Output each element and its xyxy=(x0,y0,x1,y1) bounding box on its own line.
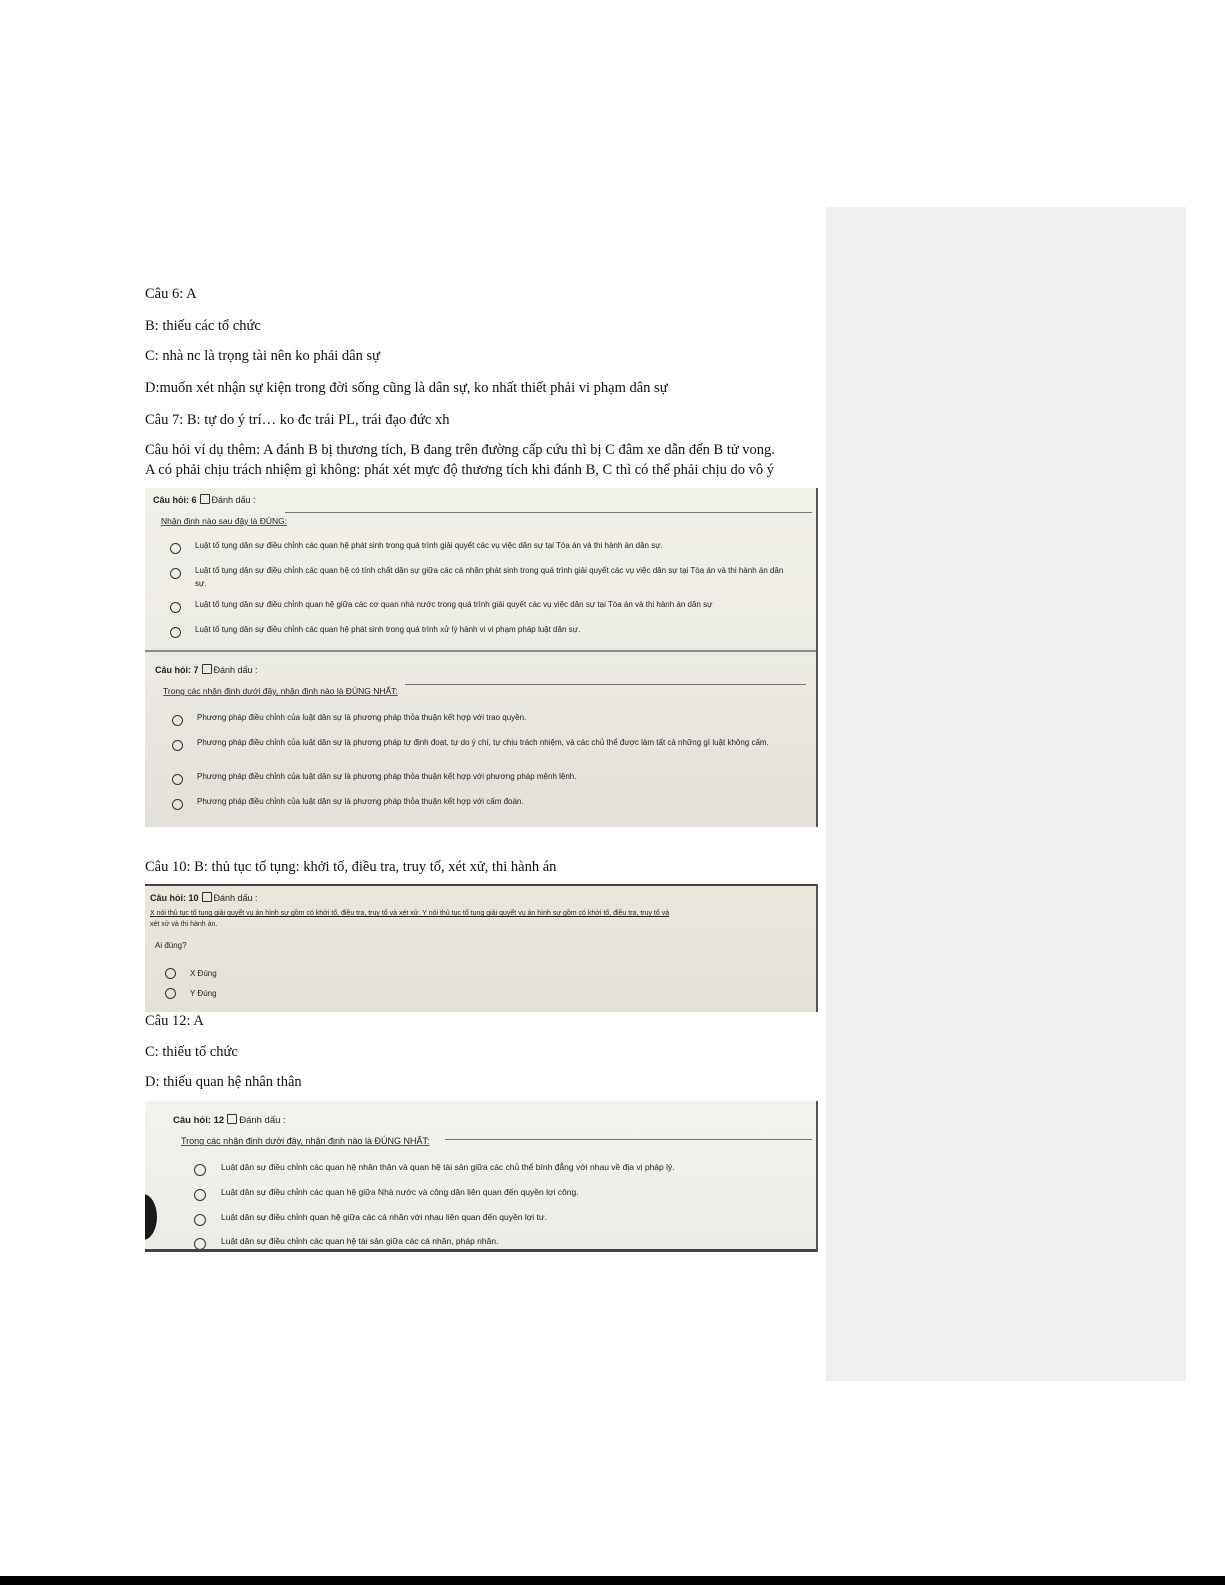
bookmark-checkbox-icon xyxy=(202,664,212,674)
question-12-option-2: Luật dân sự điều chỉnh các quan hệ giữa Nhà nước và công dân liên quan đến quyền lợi công. xyxy=(221,1187,579,1197)
bookmark-checkbox-icon xyxy=(202,892,212,902)
radio-button-icon xyxy=(170,602,181,613)
finger-shadow xyxy=(145,1194,157,1240)
q12-option-d-note: D: thiếu quan hệ nhân thân xyxy=(145,1074,302,1090)
question-6-option-2: Luật tố tụng dân sự điều chỉnh các quan hệ có tính chất dân sự giữa các cá nhân phát sinh trong quá trình giải quyết các vụ việc dân sự tại Tòa án và thi hành án dân sự. xyxy=(195,566,784,588)
question-6-option-3: Luật tố tụng dân sự điều chỉnh quan hệ giữa các cơ quan nhà nước trong quá trình giải quyết các vụ việc dân sự tại Tòa án và thi hành án dân sự xyxy=(195,600,713,609)
question-7-option-3: Phương pháp điều chỉnh của luật dân sự là phương pháp thỏa thuận kết hợp với phương pháp mệnh lệnh. xyxy=(197,772,577,781)
question-12-prompt: Trong các nhận định dưới đây, nhận định nào là ĐÚNG NHẤT: xyxy=(181,1136,430,1146)
divider xyxy=(405,684,806,685)
radio-button-icon xyxy=(172,799,183,810)
radio-button-icon xyxy=(172,715,183,726)
question-10-prompt-line-2: xét xử và thi hành án. xyxy=(150,921,218,928)
question-7-header xyxy=(155,664,258,675)
mark-label: Đánh dấu : xyxy=(213,893,258,903)
question-12-option-1: Luật dân sự điều chỉnh các quan hệ nhân thân và quan hệ tài sản giữa các chủ thể bình đẳng với nhau về địa vị pháp lý. xyxy=(221,1162,675,1172)
quiz-screenshot-q10 xyxy=(145,884,818,1012)
q10-answer-line: Câu 10: B: thủ tục tố tụng: khởi tố, điều tra, truy tố, xét xử, thi hành án xyxy=(145,859,557,875)
question-6-header xyxy=(153,494,256,505)
question-12-label: Câu hỏi: 12 xyxy=(173,1115,225,1126)
question-10-question: Ai đúng? xyxy=(155,941,187,950)
quiz-screenshot-q6-q7 xyxy=(145,488,818,827)
radio-button-icon xyxy=(170,627,181,638)
question-6-prompt: Nhận định nào sau đây là ĐÚNG: xyxy=(161,516,288,526)
mark-label: Đánh dấu : xyxy=(211,495,256,505)
question-12-option-4: Luật dân sự điều chỉnh các quan hệ tài sản giữa các cá nhân, pháp nhân. xyxy=(221,1236,499,1246)
q7-answer-line: Câu 7: B: tự do ý trí… ko đc trái PL, trái đạo đức xh xyxy=(145,412,450,428)
radio-button-icon xyxy=(172,740,183,751)
radio-button-icon xyxy=(170,543,181,554)
question-10-option-y: Y Đúng xyxy=(190,989,217,998)
question-12-header xyxy=(173,1114,286,1126)
question-7-label: Câu hỏi: 7 xyxy=(155,665,199,675)
example-question-line-1: Câu hỏi ví dụ thêm: A đánh B bị thương tích, B đang trên đường cấp cứu thì bị C đâm xe dẫn đến B tử vong. xyxy=(145,442,775,458)
question-7-prompt: Trong các nhận định dưới đây, nhận định nào là ĐÚNG NHẤT: xyxy=(163,686,398,696)
q6-option-c-note: C: nhà nc là trọng tài nên ko phải dân sự xyxy=(145,348,380,364)
bookmark-checkbox-icon xyxy=(200,494,210,504)
q6-answer-line: Câu 6: A xyxy=(145,286,197,302)
mark-label: Đánh dấu : xyxy=(239,1115,286,1126)
question-10-header xyxy=(150,892,258,903)
divider xyxy=(285,512,812,513)
comment-pane xyxy=(826,207,1186,1381)
bottom-border xyxy=(0,1576,1225,1585)
radio-button-icon xyxy=(170,568,181,579)
question-separator xyxy=(145,650,816,652)
question-10-prompt-line-1: X nói thủ tục tố tụng giải quyết vụ án hình sự gồm có khởi tố, điều tra, truy tố và xét xử. Y nói thủ tục tố tụng giải quyết vụ án hình sự gồm có khởi tố, điều tra, truy tố và xyxy=(150,910,670,917)
q6-option-b-note: B: thiếu các tổ chức xyxy=(145,318,261,334)
bookmark-checkbox-icon xyxy=(227,1114,237,1124)
question-7-option-1: Phương pháp điều chỉnh của luật dân sự là phương pháp thỏa thuận kết hợp với trao quyền. xyxy=(197,713,527,722)
divider xyxy=(445,1139,812,1140)
radio-button-icon xyxy=(165,988,176,999)
question-10-label: Câu hỏi: 10 xyxy=(150,893,199,903)
question-12-option-3: Luật dân sự điều chỉnh quan hệ giữa các cá nhân với nhau liên quan đến quyền lợi tư. xyxy=(221,1212,547,1222)
question-6-option-1: Luật tố tụng dân sự điều chỉnh các quan hệ phát sinh trong quá trình giải quyết các vụ việc dân sự tại Tòa án và thi hành án dân sự. xyxy=(195,541,663,550)
question-6-label: Câu hỏi: 6 xyxy=(153,495,197,505)
q12-option-c-note: C: thiếu tổ chức xyxy=(145,1044,238,1060)
radio-button-icon xyxy=(194,1214,206,1226)
quiz-screenshot-q12 xyxy=(145,1101,818,1252)
q6-option-d-note: D:muốn xét nhận sự kiện trong đời sống cũng là dân sự, ko nhất thiết phải vi phạm dân sự xyxy=(145,380,668,396)
radio-button-icon xyxy=(194,1238,206,1250)
question-6-option-4: Luật tố tụng dân sự điều chỉnh các quan hệ phát sinh trong quá trình xử lý hành vi vi phạm pháp luật dân sự. xyxy=(195,625,581,634)
q12-answer-line: Câu 12: A xyxy=(145,1013,204,1029)
radio-button-icon xyxy=(194,1164,206,1176)
mark-label: Đánh dấu : xyxy=(213,665,258,675)
question-7-option-4: Phương pháp điều chỉnh của luật dân sự là phương pháp thỏa thuận kết hợp với cấm đoán. xyxy=(197,797,524,806)
radio-button-icon xyxy=(194,1189,206,1201)
radio-button-icon xyxy=(165,968,176,979)
example-question-line-2: A có phải chịu trách nhiệm gì không: phát xét mực độ thương tích khi đánh B, C thì có thể phải chịu do vô ý xyxy=(145,462,775,478)
radio-button-icon xyxy=(172,774,183,785)
question-10-option-x: X Đúng xyxy=(190,969,217,978)
question-7-option-2: Phương pháp điều chỉnh của luật dân sự là phương pháp tự định đoạt, tự do ý chí, tự chịu trách nhiệm, và các chủ thể được làm tất cả những gì luật không cấm. xyxy=(197,738,769,747)
